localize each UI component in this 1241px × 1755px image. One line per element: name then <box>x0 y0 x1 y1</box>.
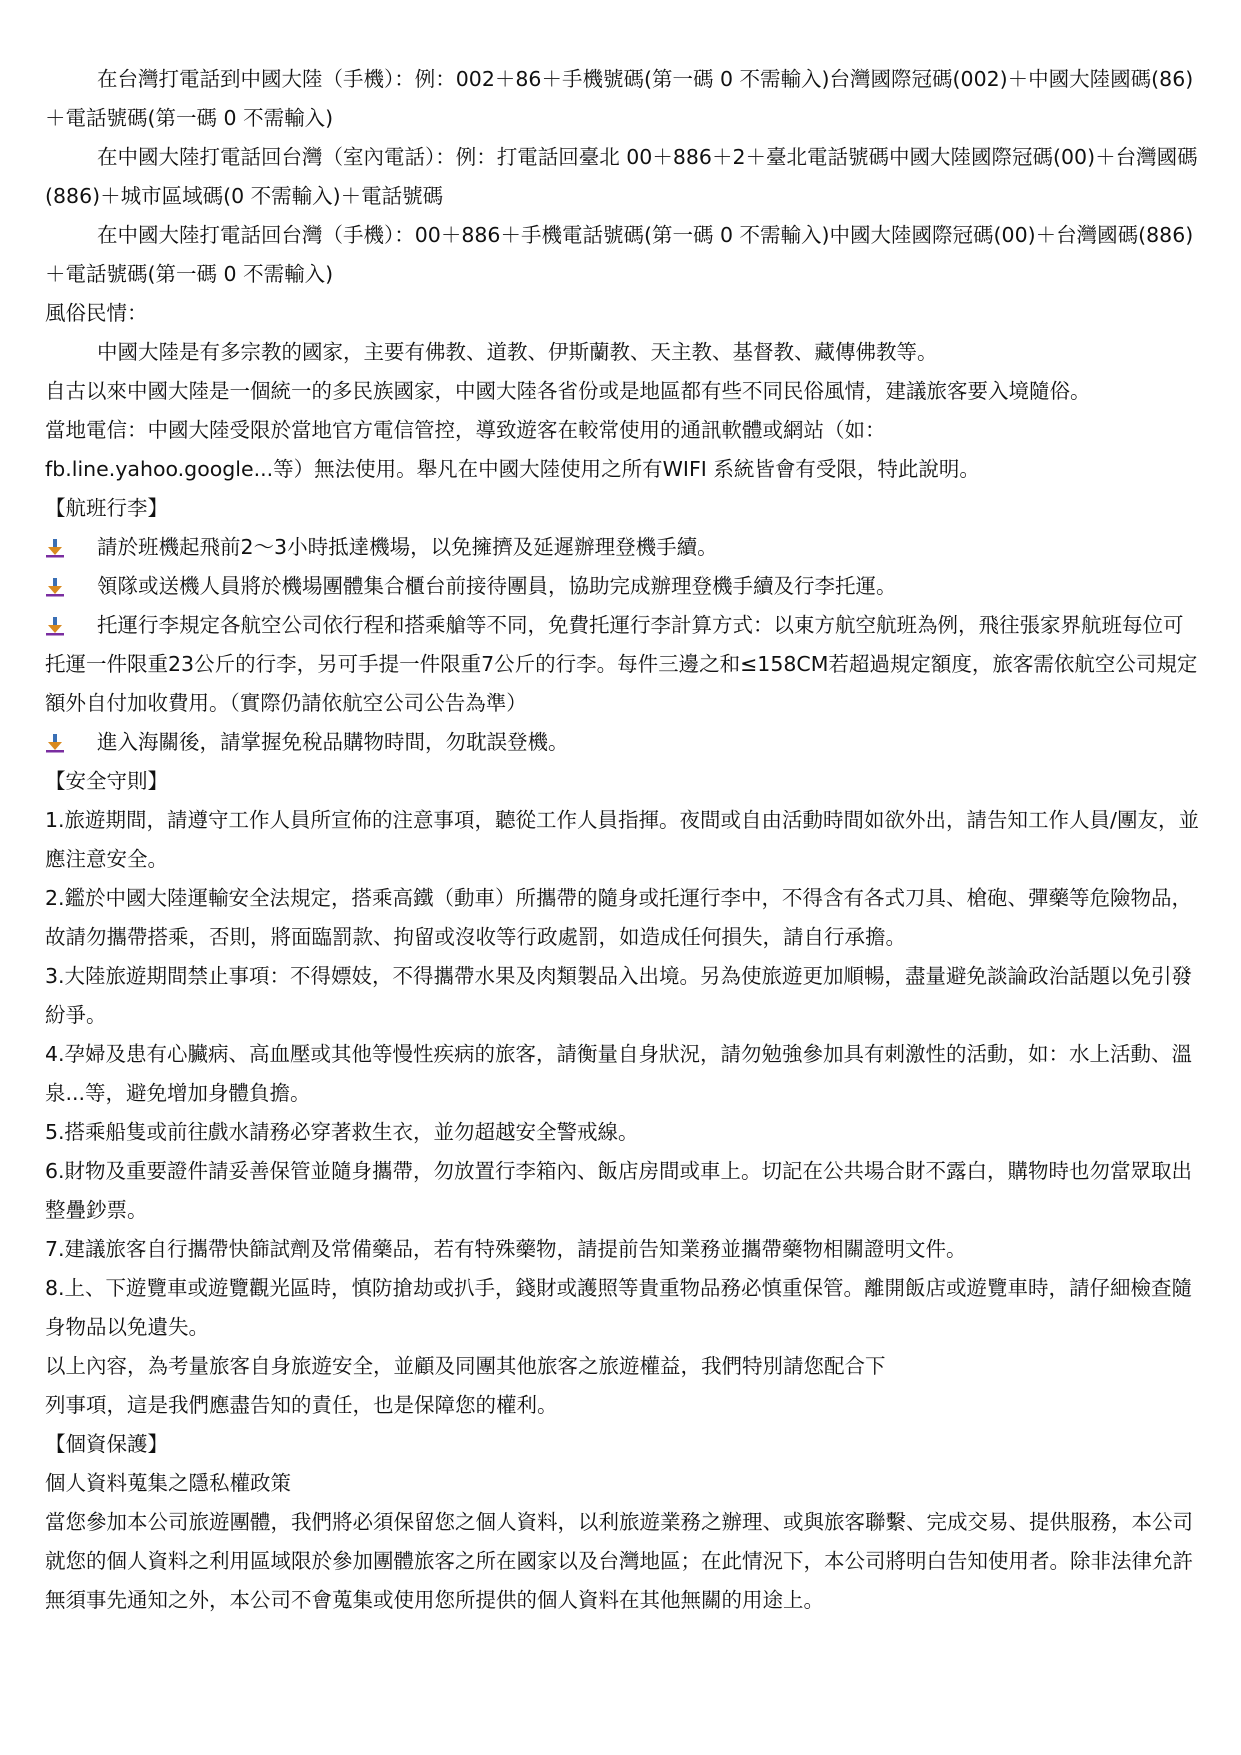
safety-closing-line-1: 以上內容，為考量旅客自身旅遊安全，並顧及同團其他旅客之旅遊權益，我們特別請您配合下 <box>45 1354 886 1378</box>
privacy-body: 當您參加本公司旅遊團體，我們將必須保留您之個人資料，以利旅遊業務之辦理、或與旅客聯繫、完成交易、提供服務，本公司就您的個人資料之利用區域限於參加團體旅客之所在國家以及台灣地區；在此情況下，本公司將明白告知使用者。除非法律允許無須事先通知之外，本公司不會蒐集或使用您所提供的個人資料在其他無關的用途上。 <box>45 1510 1193 1612</box>
flight-item-text: 請於班機起飛前2～3小時抵達機場，以免擁擠及延遲辦理登機手續。 <box>97 535 718 559</box>
telecom-line-2: fb.line.yahoo.google...等）無法使用。舉凡在中國大陸使用之所有WIFI 系統皆會有受限，特此說明。 <box>45 457 980 481</box>
customs-heading: 風俗民情： <box>45 301 148 325</box>
flight-item <box>45 528 1201 567</box>
safety-heading: 【安全守則】 <box>45 769 168 793</box>
flight-item <box>45 567 1201 606</box>
flight-item <box>45 723 1201 762</box>
privacy-heading: 【個資保護】 <box>45 1432 168 1456</box>
phone-cn-to-tw-landline: 在中國大陸打電話回台灣（室內電話）：例：打電話回臺北 00＋886＋2＋臺北電話號碼中國大陸國際冠碼(00)＋台灣國碼(886)＋城市區域碼(0 不需輸入)＋電話號碼 <box>45 145 1198 208</box>
safety-item: 5.搭乘船隻或前往戲水請務必穿著救生衣，並勿超越安全警戒線。 <box>45 1120 639 1144</box>
flight-item-text: 進入海關後，請掌握免稅品購物時間，勿耽誤登機。 <box>97 730 569 754</box>
privacy-subheading: 個人資料蒐集之隱私權政策 <box>45 1471 291 1495</box>
customs-ethnic: 自古以來中國大陸是一個統一的多民族國家，中國大陸各省份或是地區都有些不同民俗風情，建議旅客要入境隨俗。 <box>45 379 1091 403</box>
flight-item-text: 領隊或送機人員將於機場團體集合櫃台前接待團員，協助完成辦理登機手續及行李托運。 <box>97 574 897 598</box>
safety-closing-line-2: 列事項，這是我們應盡告知的責任，也是保障您的權利。 <box>45 1393 558 1417</box>
arrow-down-icon <box>45 577 65 597</box>
customs-religion: 中國大陸是有多宗教的國家，主要有佛教、道教、伊斯蘭教、天主教、基督教、藏傳佛教等。 <box>97 340 938 364</box>
safety-item: 6.財物及重要證件請妥善保管並隨身攜帶，勿放置行李箱內、飯店房間或車上。切記在公共場合財不露白，購物時也勿當眾取出整疊鈔票。 <box>45 1159 1193 1222</box>
safety-item: 1.旅遊期間，請遵守工作人員所宣佈的注意事項，聽從工作人員指揮。夜間或自由活動時間如欲外出，請告知工作人員/團友，並應注意安全。 <box>45 808 1199 871</box>
safety-item: 3.大陸旅遊期間禁止事項：不得嫖妓，不得攜帶水果及肉類製品入出境。另為使旅遊更加順暢，盡量避免談論政治話題以免引發紛爭。 <box>45 964 1193 1027</box>
phone-tw-to-cn-mobile: 在台灣打電話到中國大陸（手機）：例：002＋86＋手機號碼(第一碼 0 不需輸入)台灣國際冠碼(002)＋中國大陸國碼(86)＋電話號碼(第一碼 0 不需輸入) <box>45 67 1194 130</box>
arrow-down-icon <box>45 733 65 753</box>
telecom-line-1: 當地電信：中國大陸受限於當地官方電信管控，導致遊客在較常使用的通訊軟體或網站（如： <box>45 418 886 442</box>
phone-cn-to-tw-mobile: 在中國大陸打電話回台灣（手機）：00＋886＋手機電話號碼(第一碼 0 不需輸入)中國大陸國際冠碼(00)＋台灣國碼(886)＋電話號碼(第一碼 0 不需輸入) <box>45 223 1194 286</box>
safety-item: 7.建議旅客自行攜帶快篩試劑及常備藥品，若有特殊藥物，請提前告知業務並攜帶藥物相關證明文件。 <box>45 1237 967 1261</box>
arrow-down-icon <box>45 538 65 558</box>
safety-item: 8.上、下遊覽車或遊覽觀光區時，慎防搶劫或扒手，錢財或護照等貴重物品務必慎重保管。離開飯店或遊覽車時，請仔細檢查隨身物品以免遺失。 <box>45 1276 1193 1339</box>
safety-item: 2.鑑於中國大陸運輸安全法規定，搭乘高鐵（動車）所攜帶的隨身或托運行李中，不得含有各式刀具、槍砲、彈藥等危險物品，故請勿攜帶搭乘，否則，將面臨罰款、拘留或沒收等行政處罰，如造成任何損失，請自行承擔。 <box>45 886 1193 949</box>
flight-item-text: 托運行李規定各航空公司依行程和搭乘艙等不同，免費托運行李計算方式：以東方航空航班為例，飛往張家界航班每位可托運一件限重23公斤的行李，另可手提一件限重7公斤的行李。每件三邊之和≤158CM若超過規定額度，旅客需依航空公司規定額外自付加收費用。（實際仍請依航空公司公告為準） <box>45 613 1198 715</box>
arrow-down-icon <box>45 616 65 636</box>
flight-heading: 【航班行李】 <box>45 496 168 520</box>
safety-item: 4.孕婦及患有心臟病、高血壓或其他等慢性疾病的旅客，請衡量自身狀況，請勿勉強參加具有刺激性的活動，如：水上活動、溫泉...等，避免增加身體負擔。 <box>45 1042 1193 1105</box>
flight-item <box>45 606 1201 723</box>
